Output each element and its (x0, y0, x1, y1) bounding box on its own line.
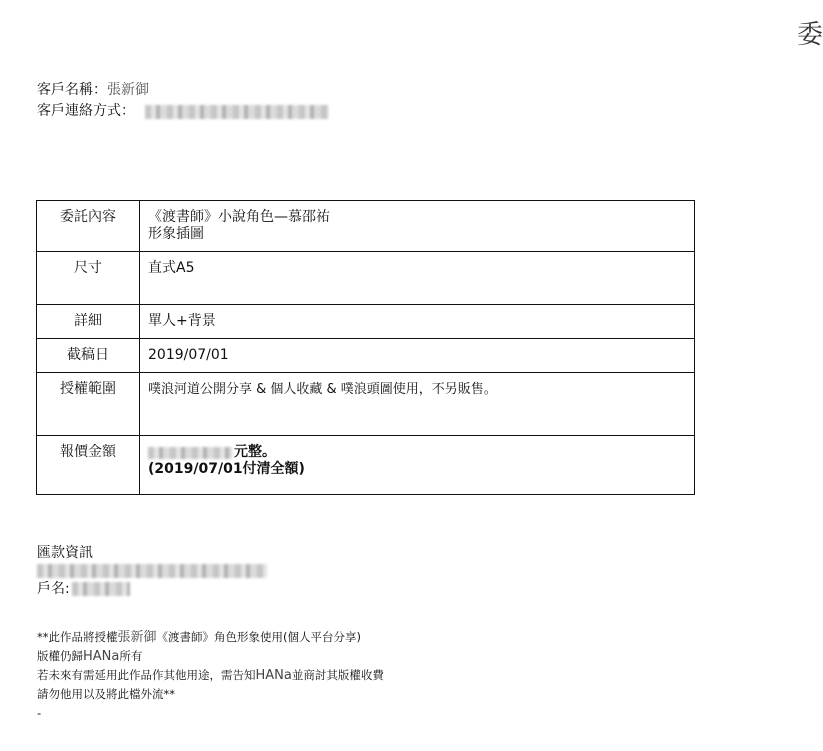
note-line-5: - (37, 706, 42, 720)
client-name-label: 客戶名稱： (37, 82, 107, 98)
note-line-1 (37, 628, 384, 647)
bank-info (37, 542, 267, 600)
table-row (37, 373, 695, 436)
note-text: 所有 (119, 649, 143, 663)
note-text: 並商討其版權收費 (291, 668, 384, 682)
content-line-1: 《渡書師》小說角色—慕邵祐 (148, 209, 330, 225)
row-key: 委託內容 (37, 201, 140, 252)
table-row (37, 252, 695, 305)
row-value: 2019/07/01 (140, 339, 695, 373)
row-key: 報價金額 (37, 436, 140, 495)
redacted-account (37, 564, 267, 578)
row-key: 詳細 (37, 305, 140, 339)
bank-info-title: 匯款資訊 (37, 545, 93, 561)
row-key: 尺寸 (37, 252, 140, 305)
note-line-4: 請勿他用以及將此檔外流** (37, 687, 175, 701)
row-value: 直式A5 (140, 252, 695, 305)
row-value: 單人+背景 (140, 305, 695, 339)
row-value: 噗浪河道公開分享 & 個人收藏 & 噗浪頭圖使用，不另販售。 (140, 373, 695, 436)
note-line-2 (37, 647, 384, 666)
client-contact-row (37, 101, 329, 122)
content-line-2: 形象插圖 (148, 226, 204, 242)
redacted-holder (72, 582, 130, 596)
bank-account-row (37, 564, 267, 578)
redacted-amount (148, 447, 232, 459)
row-key: 授權範圍 (37, 373, 140, 436)
table-row (37, 201, 695, 252)
bank-holder-row (37, 578, 267, 600)
note-line-3 (37, 666, 384, 685)
fee-amount-suffix: 元整。 (234, 444, 276, 460)
client-contact-label: 客戶連絡方式： (37, 103, 135, 119)
note-artist-name: HANa (83, 649, 120, 664)
table-row (37, 436, 695, 495)
note-text: 版權仍歸 (37, 649, 83, 663)
row-value (140, 201, 695, 252)
client-name-value: 張新御 (107, 82, 149, 98)
commission-terms-table (36, 200, 695, 495)
note-client-name: 張新御 (117, 630, 157, 645)
table-row (37, 305, 695, 339)
bank-holder-label: 戶名: (37, 581, 70, 597)
client-info (37, 80, 329, 122)
row-value (140, 436, 695, 495)
redacted-contact (145, 105, 329, 119)
note-text: 《渡書師》角色形象使用(個人平台分享) (156, 630, 361, 644)
copyright-notes (37, 628, 384, 723)
fee-amount-line (148, 444, 686, 461)
note-artist-name: HANa (255, 668, 292, 683)
payment-note: (2019/07/01付清全額) (148, 461, 305, 477)
client-name-row (37, 80, 329, 101)
note-text: **此作品將授權 (37, 630, 118, 644)
row-key: 截稿日 (37, 339, 140, 373)
note-text: 若未來有需延用此作品作其他用途，需告知 (37, 668, 256, 682)
table-row (37, 339, 695, 373)
partial-heading-char: 委 (797, 20, 823, 50)
